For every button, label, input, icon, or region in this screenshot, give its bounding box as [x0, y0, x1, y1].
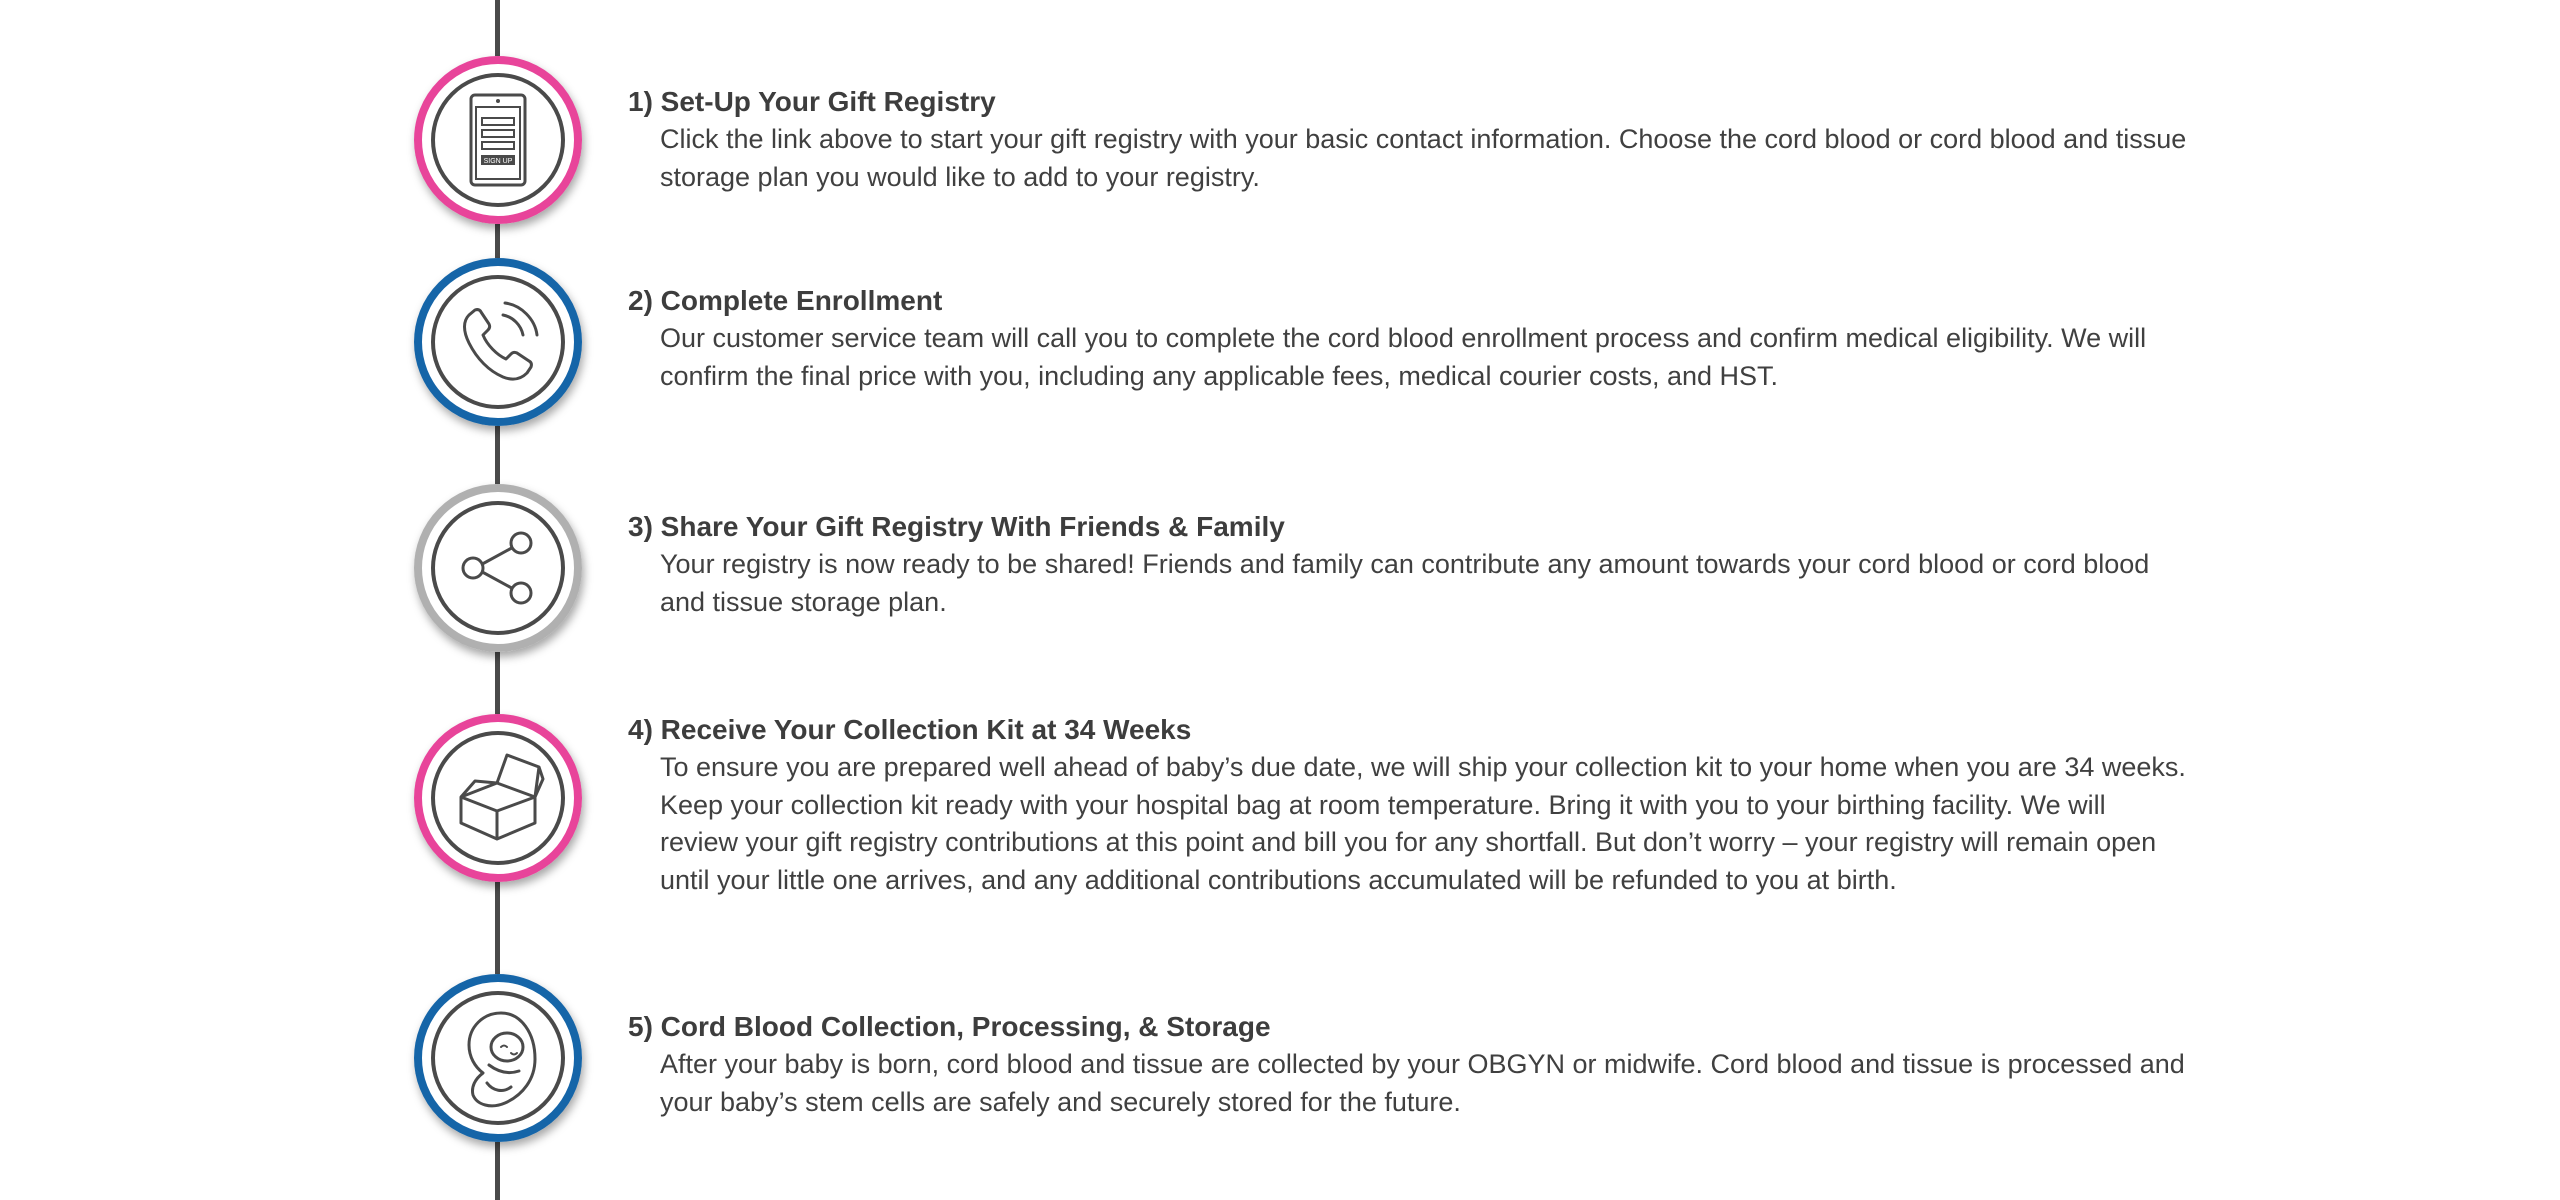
step-1-icon-circle: [414, 56, 582, 224]
step-2-description: Our customer service team will call you to complete the cord blood enrollment process and confirm medical eligibility. We will confirm the final price with you, including any applicable fees, medical courier costs, and HST.: [660, 323, 2147, 391]
share-icon: [431, 501, 565, 635]
step-3-description: Your registry is now ready to be shared! Friends and family can contribute any amount towards your cord blood or cord blood and tissue storage plan.: [660, 549, 2150, 617]
step-4: [628, 711, 2188, 899]
step-5-icon-circle: [414, 974, 582, 1142]
step-2-title: 2) Complete Enrollment: [628, 285, 943, 316]
step-4-title: 4) Receive Your Collection Kit at 34 Weeks: [628, 714, 1192, 745]
step-5-title: 5) Cord Blood Collection, Processing, & Storage: [628, 1011, 1271, 1042]
step-4-icon-circle: [414, 714, 582, 882]
step-1-title: 1) Set-Up Your Gift Registry: [628, 86, 996, 117]
step-5: [628, 1008, 2188, 1121]
step-1-description: Click the link above to start your gift registry with your basic contact information. Choose the cord blood or cord blood and tissue storage plan you would like to add to your registry.: [660, 124, 2187, 192]
step-3-title: 3) Share Your Gift Registry With Friends & Family: [628, 511, 1285, 542]
step-4-description: To ensure you are prepared well ahead of baby’s due date, we will ship your collection kit to your home when you are 34 weeks. Keep your collection kit ready with your hospital bag at room temperature. Bring it with you to your birthing facility. We will review your gift registry contributions at this point and bill you for any shortfall. But don’t worry – your registry will remain open until your little one arrives, and any additional contributions accumulated will be refunded to you at birth.: [660, 752, 2186, 895]
step-1: [628, 83, 2188, 196]
tablet-signup-icon: [431, 73, 565, 207]
sign-up-label: SIGN UP: [483, 158, 513, 165]
open-box-icon: [431, 731, 565, 865]
step-3-icon-circle: [414, 484, 582, 652]
step-3: [628, 508, 2188, 621]
step-2-icon-circle: [414, 258, 582, 426]
baby-icon: [431, 991, 565, 1125]
phone-call-icon: [431, 275, 565, 409]
step-5-description: After your baby is born, cord blood and tissue are collected by your OBGYN or midwife. Cord blood and tissue is processed and your baby’s stem cells are safely and securely stored for the future.: [660, 1049, 2185, 1117]
step-2: [628, 282, 2188, 395]
